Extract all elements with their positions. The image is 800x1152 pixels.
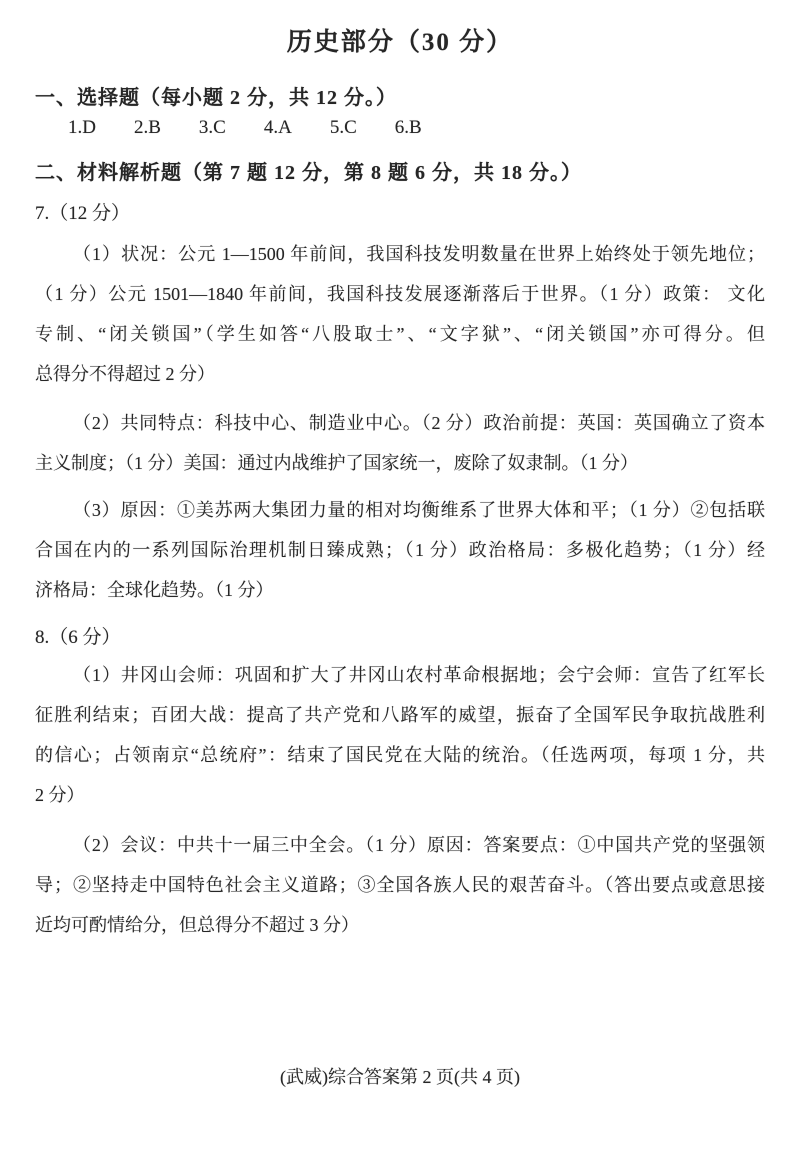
q7-answer-part-2 bbox=[35, 403, 765, 483]
scanned-answer-sheet-page bbox=[0, 26, 800, 1152]
page-footer: (武威)综合答案第 2 页(共 4 页) bbox=[280, 1067, 520, 1087]
answer-item-3: 3.C bbox=[198, 117, 226, 138]
text-line: 主义制度；（1 分）美国：通过内战维护了国家统一，废除了奴隶制。（1 分） bbox=[35, 453, 638, 473]
question-7-label: 7.（12 分） bbox=[35, 203, 131, 224]
text-line: 总得分不得超过 2 分） bbox=[35, 364, 215, 384]
choice-answers-row bbox=[35, 115, 765, 141]
text-line: 2 分） bbox=[35, 785, 85, 805]
q8-answer-part-1 bbox=[35, 655, 765, 815]
q8-answer-part-2 bbox=[35, 825, 765, 945]
text-line: 导；②坚持走中国特色社会主义道路；③全国各族人民的艰苦奋斗。（答出要点或意思接 bbox=[35, 875, 765, 895]
material-section-heading: 二、材料解析题（第 7 题 12 分，第 8 题 6 分，共 18 分。） bbox=[35, 162, 582, 184]
text-line: 济格局：全球化趋势。（1 分） bbox=[35, 580, 274, 600]
text-line: 近均可酌情给分，但总得分不超过 3 分） bbox=[35, 915, 359, 935]
answer-item-5: 5.C bbox=[329, 117, 357, 138]
text-line: （2）共同特点：科技中心、制造业中心。（2 分）政治前提：英国：英国确立了资本 bbox=[73, 413, 765, 433]
text-line: （3）原因：①美苏两大集团力量的相对均衡维系了世界大体和平；（1 分）②包括联 bbox=[73, 500, 765, 520]
q7-answer-part-1 bbox=[35, 234, 765, 394]
answer-item-4: 4.A bbox=[263, 117, 292, 138]
text-line: （1）井冈山会师：巩固和扩大了井冈山农村革命根据地；会宁会师：宣告了红军长 bbox=[73, 665, 765, 685]
choice-section-heading: 一、选择题（每小题 2 分，共 12 分。） bbox=[35, 87, 397, 109]
text-line: （1）状况：公元 1—1500 年前间，我国科技发明数量在世界上始终处于领先地位； bbox=[73, 244, 765, 264]
answer-item-6: 6.B bbox=[394, 117, 422, 138]
answer-item-2: 2.B bbox=[133, 117, 161, 138]
text-line: （1 分）公元 1501—1840 年前间，我国科技发展逐渐落后于世界。（1 分）政策： 文化 bbox=[35, 284, 765, 304]
question-8-label: 8.（6 分） bbox=[35, 627, 121, 648]
text-line: 专制、“闭关锁国”（学生如答“八股取士”、“文字狱”、“闭关锁国”亦可得分。但 bbox=[35, 324, 765, 344]
q7-answer-part-3 bbox=[35, 490, 765, 610]
text-line: 的信心；占领南京“总统府”：结束了国民党在大陆的统治。（任选两项，每项 1 分，共 bbox=[35, 745, 765, 765]
answer-item-1: 1.D bbox=[68, 117, 96, 138]
text-line: 合国在内的一系列国际治理机制日臻成熟；（1 分）政治格局：多极化趋势；（1 分）经 bbox=[35, 540, 765, 560]
text-line: （2）会议：中共十一届三中全会。（1 分）原因：答案要点：①中国共产党的坚强领 bbox=[73, 835, 765, 855]
page-title: 历史部分（30 分） bbox=[286, 29, 514, 56]
text-line: 征胜利结束；百团大战：提高了共产党和八路军的威望，振奋了全国军民争取抗战胜利 bbox=[35, 705, 765, 725]
